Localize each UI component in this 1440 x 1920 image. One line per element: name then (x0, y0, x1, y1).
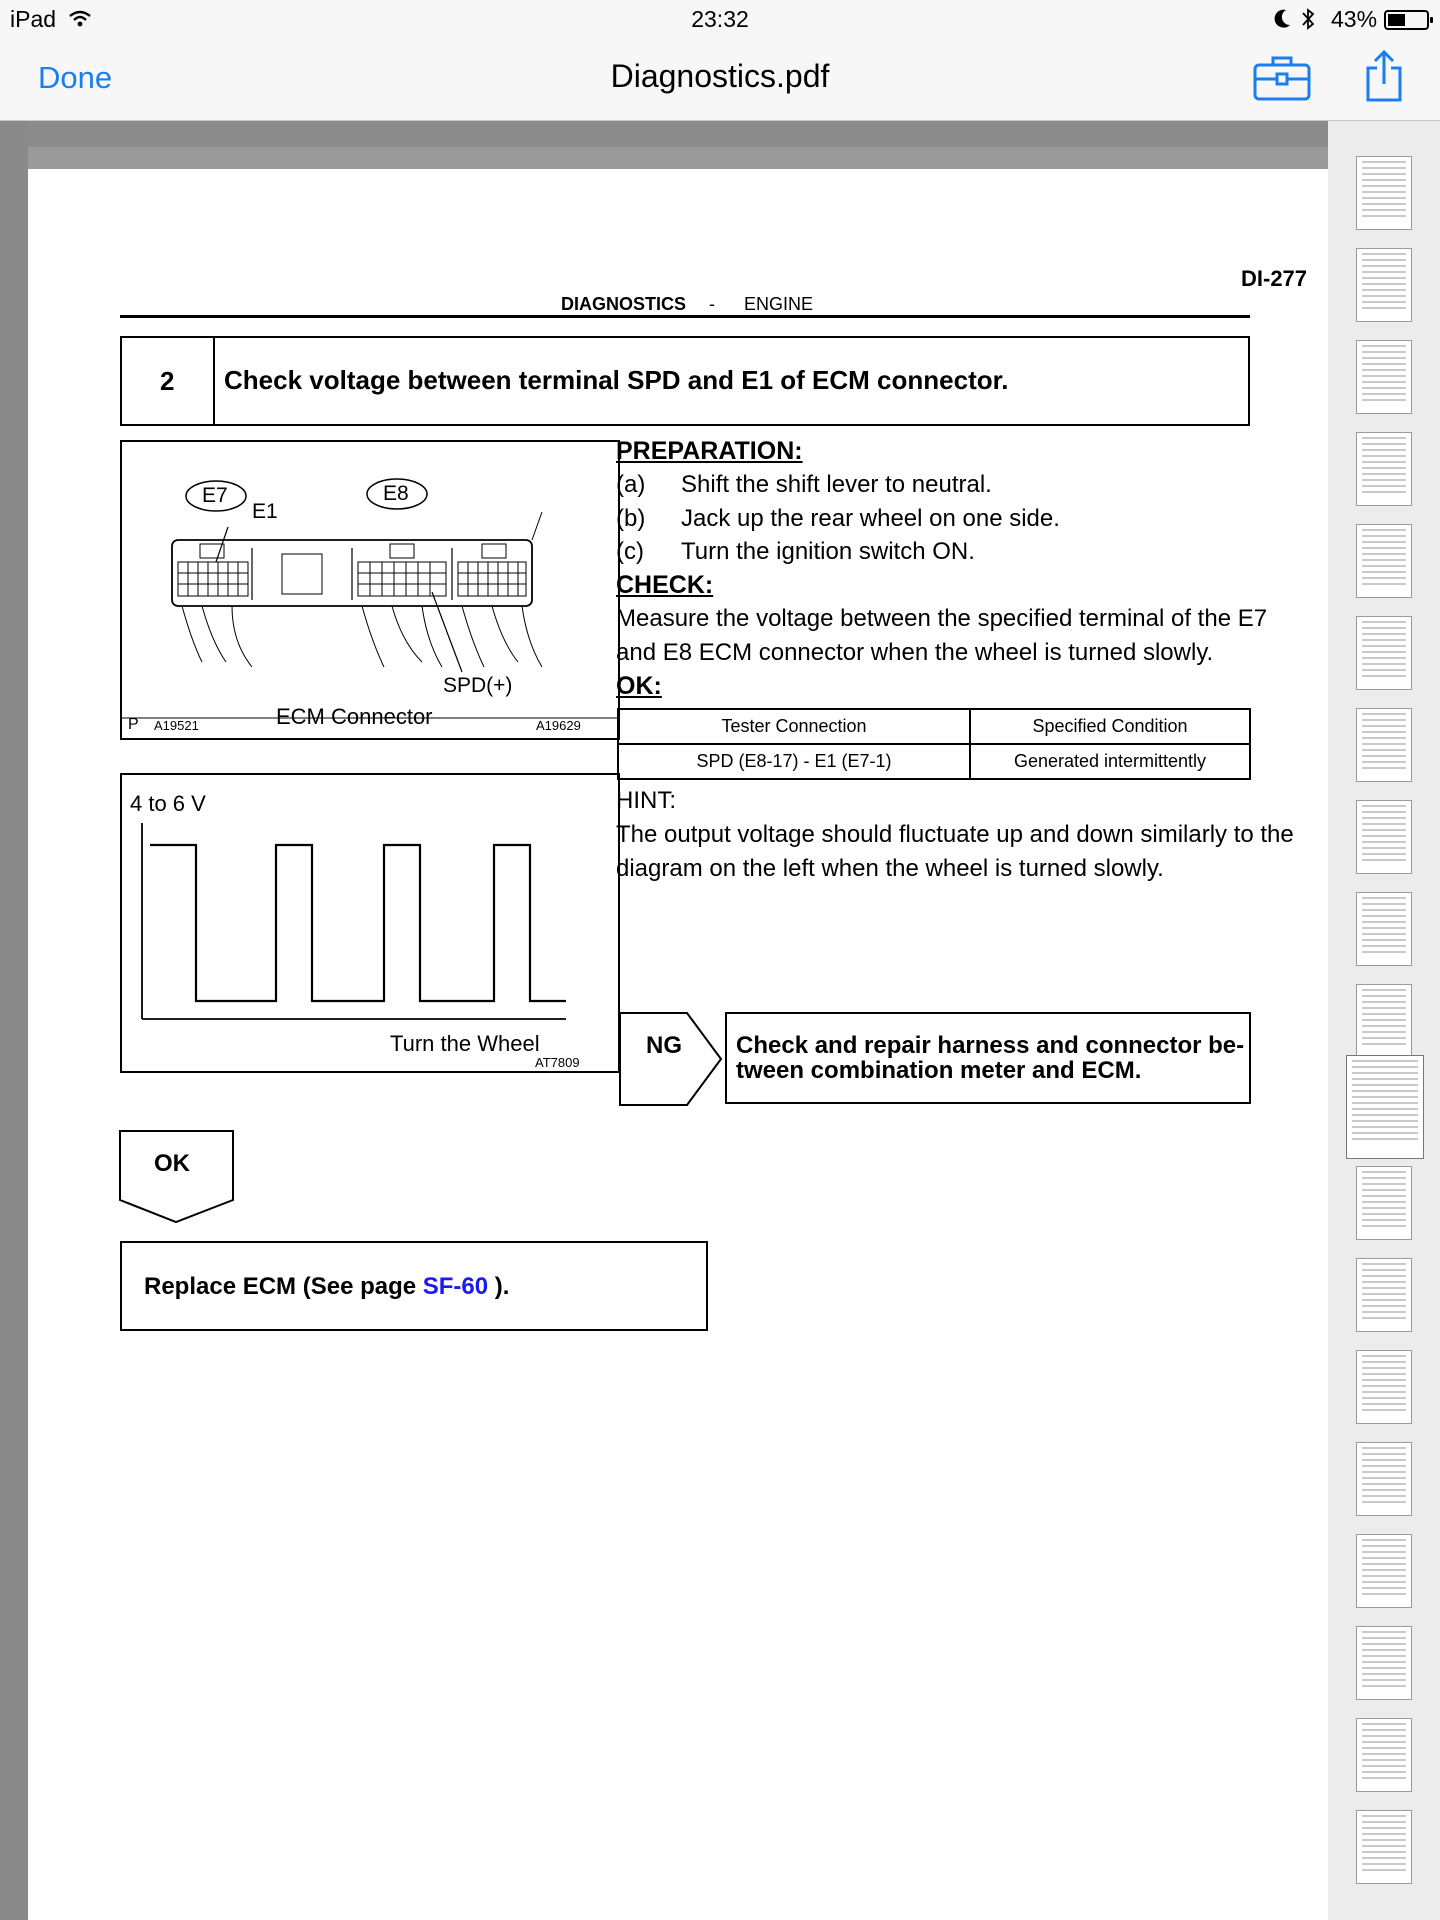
figure-ref-p: P (128, 716, 139, 733)
page-thumbnail[interactable] (1356, 1534, 1412, 1608)
battery-icon (1384, 10, 1434, 30)
replace-suffix: ). (488, 1273, 510, 1300)
step-title: Check voltage between terminal SPD and E1 of ECM connector. (224, 365, 1009, 395)
check-heading: CHECK: (616, 571, 714, 599)
ng-action-box (725, 1012, 1251, 1104)
toolbox-icon[interactable] (1253, 53, 1311, 103)
sf-60-link[interactable]: SF-60 (422, 1273, 489, 1300)
waveform-ref: AT7809 (535, 1055, 580, 1070)
ecm-connector-figure (120, 440, 620, 740)
left-gutter (0, 121, 28, 1920)
page-thumbnail[interactable] (1356, 156, 1412, 230)
page-thumbnail[interactable] (1356, 892, 1412, 966)
voltage-waveform (122, 775, 618, 1071)
replace-ecm-box (120, 1241, 708, 1331)
header-rule (120, 315, 1250, 318)
preparation-heading: PREPARATION: (616, 437, 803, 465)
clock: 23:32 (691, 6, 749, 32)
current-page-thumbnail[interactable] (1346, 1055, 1424, 1159)
table-header: Specified Condition (970, 709, 1250, 744)
check-text-line-2: and E8 ECM connector when the wheel is turned slowly. (616, 639, 1214, 666)
ng-action-line-1: Check and repair harness and connector be- (736, 1032, 1245, 1059)
waveform-caption: Turn the Wheel (390, 1031, 540, 1056)
page-thumbnail[interactable] (1356, 1442, 1412, 1516)
page-thumbnail-strip[interactable] (1328, 121, 1440, 1920)
voltage-range-label: 4 to 6 V (130, 791, 206, 816)
share-icon[interactable] (1364, 48, 1404, 104)
header-separator: - (709, 294, 715, 314)
pdf-page[interactable] (28, 169, 1328, 1920)
table-cell: Generated intermittently (970, 744, 1250, 779)
ecm-connector-caption: ECM Connector (276, 704, 433, 729)
header-right: ENGINE (744, 294, 814, 314)
page-thumbnail[interactable] (1356, 1626, 1412, 1700)
e8-label: E8 (383, 482, 409, 505)
replace-ecm-text (144, 1273, 509, 1301)
spd-label: SPD(+) (443, 674, 513, 697)
prep-c-label: (c) (616, 538, 644, 565)
document-title: Diagnostics.pdf (610, 58, 830, 94)
table-header: Tester Connection (618, 709, 970, 744)
prep-b-text: Jack up the rear wheel on one side. (681, 505, 1060, 532)
hint-text-line-2: diagram on the left when the wheel is turned slowly. (616, 855, 1164, 882)
page-thumbnail[interactable] (1356, 1810, 1412, 1884)
figure-ref-left: A19521 (154, 718, 199, 733)
page-thumbnail[interactable] (1356, 984, 1412, 1058)
e7-label: E7 (202, 484, 228, 507)
step-divider (213, 338, 215, 424)
ok-heading: OK: (616, 672, 662, 700)
page-thumbnail[interactable] (1356, 1258, 1412, 1332)
page-thumbnail[interactable] (1356, 1166, 1412, 1240)
page-shadow (28, 147, 1328, 169)
page-thumbnail[interactable] (1356, 432, 1412, 506)
check-text-line-1: Measure the voltage between the specified terminal of the E7 (616, 605, 1268, 632)
page-thumbnail[interactable] (1356, 1350, 1412, 1424)
header-left: DIAGNOSTICS (561, 294, 687, 314)
battery-percent: 43% (1331, 6, 1378, 32)
page-thumbnail[interactable] (1356, 1718, 1412, 1792)
navigation-bar (0, 40, 1440, 121)
ng-action-line-2: tween combination meter and ECM. (736, 1057, 1142, 1084)
prep-b-label: (b) (616, 505, 646, 532)
moon-icon (1272, 8, 1292, 30)
replace-prefix: Replace ECM (See page (144, 1273, 423, 1300)
ok-label: OK (154, 1150, 190, 1177)
table-cell: SPD (E8-17) - E1 (E7-1) (618, 744, 970, 779)
hint-text-line-1: The output voltage should fluctuate up and down similarly to the (616, 821, 1294, 848)
page-thumbnail[interactable] (1356, 340, 1412, 414)
prep-a-label: (a) (616, 471, 646, 498)
ecm-connector-drawing (122, 442, 618, 738)
prep-a-text: Shift the shift lever to neutral. (681, 471, 992, 498)
page-thumbnail[interactable] (1356, 708, 1412, 782)
step-number: 2 (160, 366, 175, 396)
page-thumbnail[interactable] (1356, 248, 1412, 322)
waveform-figure (120, 773, 620, 1073)
page-thumbnail[interactable] (1356, 616, 1412, 690)
step-box (120, 336, 1250, 426)
page-thumbnail[interactable] (1356, 800, 1412, 874)
prep-c-text: Turn the ignition switch ON. (681, 538, 975, 565)
ng-label: NG (646, 1032, 682, 1059)
hint-heading: HINT: (616, 787, 676, 814)
page-number: DI-277 (1241, 266, 1308, 291)
device-name: iPad (10, 6, 57, 32)
figure-ref-right: A19629 (536, 718, 581, 733)
page-thumbnail[interactable] (1356, 524, 1412, 598)
bluetooth-icon (1300, 7, 1316, 31)
e1-label: E1 (252, 500, 278, 523)
specification-table (617, 708, 1251, 780)
status-bar (0, 0, 1440, 40)
done-button[interactable]: Done (38, 60, 113, 95)
